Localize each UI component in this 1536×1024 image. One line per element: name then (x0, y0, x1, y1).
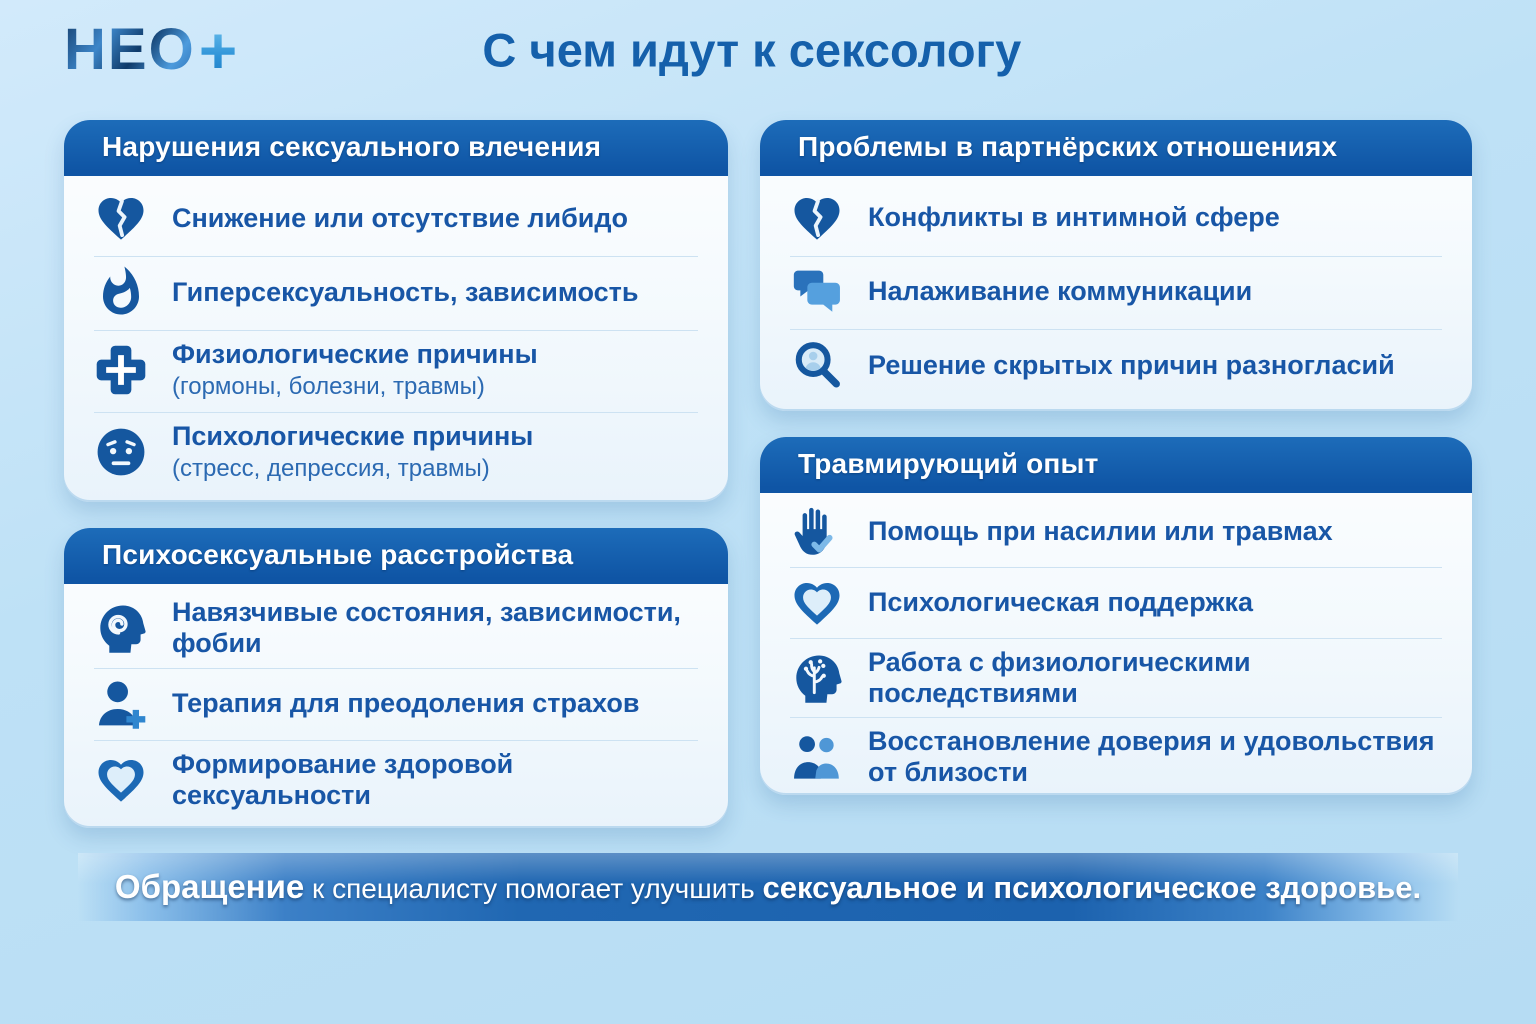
list-item (94, 589, 698, 667)
header (0, 0, 1536, 100)
footer-banner (78, 853, 1458, 921)
card-title: Проблемы в партнёрских отношениях (798, 131, 1338, 162)
card-header (760, 437, 1472, 493)
item-title: Навязчивые состояния, зависимости, фобии (172, 596, 681, 658)
card-title: Травмирующий опыт (798, 448, 1099, 479)
item-title: Решение скрытых причин разногласий (868, 349, 1395, 380)
item-text (868, 647, 1442, 709)
item-text (868, 587, 1253, 618)
right-column (760, 120, 1472, 828)
list-item (790, 497, 1442, 567)
neo-plus-logo (64, 13, 238, 87)
list-item (790, 183, 1442, 253)
item-text (868, 276, 1252, 307)
worried-face-icon (94, 425, 148, 479)
page-title: С чем идут к сексологу (482, 23, 1022, 77)
broken-heart-icon (94, 191, 148, 245)
list-item (790, 256, 1442, 327)
card-body (760, 493, 1472, 795)
left-column (64, 120, 728, 828)
item-text (868, 726, 1442, 788)
list-item (94, 668, 698, 739)
chat-bubbles-icon (790, 265, 844, 319)
item-text (172, 421, 533, 483)
list-item (790, 567, 1442, 638)
item-subtitle: (гормоны, болезни, травмы) (172, 373, 485, 401)
item-text (868, 202, 1280, 233)
list-item (94, 183, 698, 253)
item-title: Восстановление доверия и удовольствия от близости (868, 726, 1435, 788)
banner-text (115, 868, 1421, 906)
item-text (172, 749, 698, 811)
person-plus-icon (94, 677, 148, 731)
card-partner-relationship-problems (760, 120, 1472, 411)
item-text (868, 350, 1395, 381)
item-text (172, 203, 628, 234)
card-title: Психосексуальные расстройства (102, 539, 574, 570)
list-item (790, 329, 1442, 400)
item-text (172, 277, 638, 308)
list-item (790, 717, 1442, 795)
card-title: Нарушения сексуального влечения (102, 131, 602, 162)
list-item (94, 330, 698, 409)
card-body (64, 584, 728, 828)
heart-in-heart-icon (790, 576, 844, 630)
item-title: Психологическая поддержка (868, 587, 1254, 618)
card-header (64, 528, 728, 584)
head-spiral-icon (94, 601, 148, 655)
card-psychosexual-disorders (64, 528, 728, 828)
item-title: Помощь при насилии или травмах (868, 516, 1333, 547)
item-title: Психологические причины (172, 421, 534, 452)
card-traumatic-experience (760, 437, 1472, 795)
cards-grid (0, 100, 1536, 828)
banner-segment: сексуальное и психологическое здоровье. (762, 870, 1422, 905)
broken-heart-icon (790, 191, 844, 245)
item-text (172, 597, 698, 659)
item-subtitle: (стресс, депрессия, травмы) (172, 455, 490, 483)
item-title: Налаживание коммуникации (868, 275, 1253, 306)
card-body (64, 176, 728, 502)
list-item (94, 256, 698, 327)
list-item (94, 740, 698, 819)
medical-cross-icon (94, 343, 148, 397)
banner-segment: Обращение (114, 868, 305, 905)
item-title: Терапия для преодоления страхов (172, 688, 640, 719)
card-body (760, 176, 1472, 411)
hand-check-icon (790, 505, 844, 559)
item-title: Гиперсексуальность, зависимость (172, 276, 639, 307)
flame-icon (94, 265, 148, 319)
heart-in-heart-icon (94, 753, 148, 807)
item-text (172, 339, 538, 401)
magnifier-person-icon (790, 338, 844, 392)
item-text (868, 516, 1333, 547)
item-title: Снижение или отсутствие либидо (172, 202, 629, 233)
couple-icon (790, 730, 844, 784)
item-title: Формирование здоровой сексуальности (172, 748, 514, 810)
list-item (790, 638, 1442, 717)
logo-plus-icon: + (198, 13, 238, 87)
item-title: Конфликты в интимной сфере (868, 202, 1280, 233)
card-header (760, 120, 1472, 176)
item-text (172, 688, 639, 719)
card-sexual-desire-disorders (64, 120, 728, 502)
head-tree-icon (790, 651, 844, 705)
list-item (94, 412, 698, 491)
banner-segment: к специалисту помогает улучшить (304, 873, 763, 904)
logo-text: НЕО (64, 17, 196, 82)
item-title: Работа с физиологическими последствиями (868, 647, 1251, 709)
item-title: Физиологические причины (172, 339, 538, 370)
card-header (64, 120, 728, 176)
